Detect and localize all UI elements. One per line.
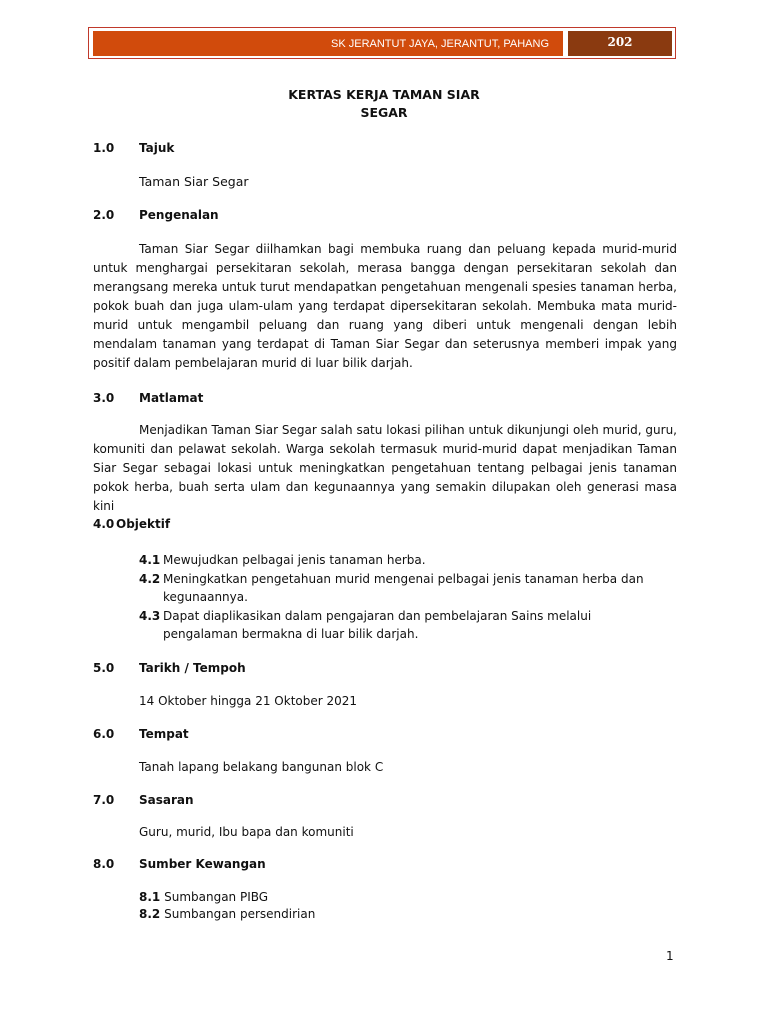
document-title-line2: SEGAR bbox=[360, 105, 408, 120]
funding-item-text: Sumbangan persendirian bbox=[164, 907, 316, 921]
funding-item bbox=[139, 890, 268, 904]
section-4-number: 4.0 bbox=[93, 517, 115, 531]
section-5-text: 14 Oktober hingga 21 Oktober 2021 bbox=[139, 694, 358, 708]
section-4-title: Objektif bbox=[116, 517, 171, 531]
section-8-number: 8.0 bbox=[93, 857, 115, 871]
objective-item bbox=[139, 607, 659, 643]
section-7-text: Guru, murid, Ibu bapa dan komuniti bbox=[139, 825, 354, 839]
funding-item-number: 8.2 bbox=[139, 907, 161, 921]
section-2-paragraph: Taman Siar Segar diilhamkan bagi membuka ruang dan peluang kepada murid-murid untuk menghargai persekitaran sekolah, merasa bangga dengan persekitaran sekolah dan merangsang mereka untuk turut mendapatkan pengetahuan mengenali spesies tanaman herba, pokok buah dan juga ulam-ulam yang terdapat dipersekitaran sekolah. Membuka mata murid-murid untuk mengambil peluang dan ruang yang diberi untuk mengenali dengan lebih mendalam tanaman yang terdapat di Taman Siar Segar dan seterusnya memberi impak yang positif dalam pembelajaran murid di luar bilik darjah. bbox=[93, 242, 677, 370]
header-year-box: 202 bbox=[568, 31, 672, 56]
section-1-text: Taman Siar Segar bbox=[139, 174, 249, 189]
header-school-bar bbox=[93, 31, 563, 56]
section-6-text: Tanah lapang belakang bangunan blok C bbox=[139, 760, 384, 774]
objective-item-number: 4.2 bbox=[139, 572, 161, 586]
objective-item-text: Mewujudkan pelbagai jenis tanaman herba. bbox=[163, 553, 426, 567]
section-3-paragraph: Menjadikan Taman Siar Segar salah satu lokasi pilihan untuk dikunjungi oleh murid, guru, komuniti dan pelawat sekolah. Warga sekolah termasuk murid-murid dapat menjadikan Taman Siar Segar sebagai lokasi untuk meningkatkan pengetahuan tentang pelbagai jenis tanaman pokok herba, buah serta ulam dan kegunaannya yang semakin dilupakan oleh generasi masa kini bbox=[93, 423, 677, 513]
page-number: 1 bbox=[666, 949, 674, 963]
objective-item-text: Meningkatkan pengetahuan murid mengenai pelbagai jenis tanaman herba dan kegunaannya. bbox=[163, 572, 644, 604]
section-5-number: 5.0 bbox=[93, 661, 115, 675]
objective-item-number: 4.3 bbox=[139, 609, 161, 623]
objective-item bbox=[139, 551, 659, 569]
section-6-title: Tempat bbox=[139, 727, 189, 741]
header-school-name: SK JERANTUT JAYA, JERANTUT, PAHANG bbox=[331, 37, 549, 50]
section-3-number: 3.0 bbox=[93, 391, 115, 405]
section-8-title: Sumber Kewangan bbox=[139, 857, 266, 871]
document-title-line1: KERTAS KERJA TAMAN SIAR bbox=[288, 87, 480, 102]
objective-item-number: 4.1 bbox=[139, 553, 161, 567]
objective-item-text: Dapat diaplikasikan dalam pengajaran dan pembelajaran Sains melalui pengalaman bermakna di luar bilik darjah. bbox=[163, 609, 592, 641]
objective-item bbox=[139, 570, 659, 606]
funding-item bbox=[139, 907, 315, 921]
section-3-title: Matlamat bbox=[139, 391, 204, 405]
section-1-title: Tajuk bbox=[139, 141, 175, 155]
funding-item-text: Sumbangan PIBG bbox=[164, 890, 269, 904]
funding-item-number: 8.1 bbox=[139, 890, 161, 904]
section-2-number: 2.0 bbox=[93, 208, 115, 222]
section-7-number: 7.0 bbox=[93, 793, 115, 807]
section-2-title: Pengenalan bbox=[139, 208, 219, 222]
section-5-title: Tarikh / Tempoh bbox=[139, 661, 246, 675]
section-1-number: 1.0 bbox=[93, 141, 115, 155]
section-7-title: Sasaran bbox=[139, 793, 194, 807]
section-6-number: 6.0 bbox=[93, 727, 115, 741]
